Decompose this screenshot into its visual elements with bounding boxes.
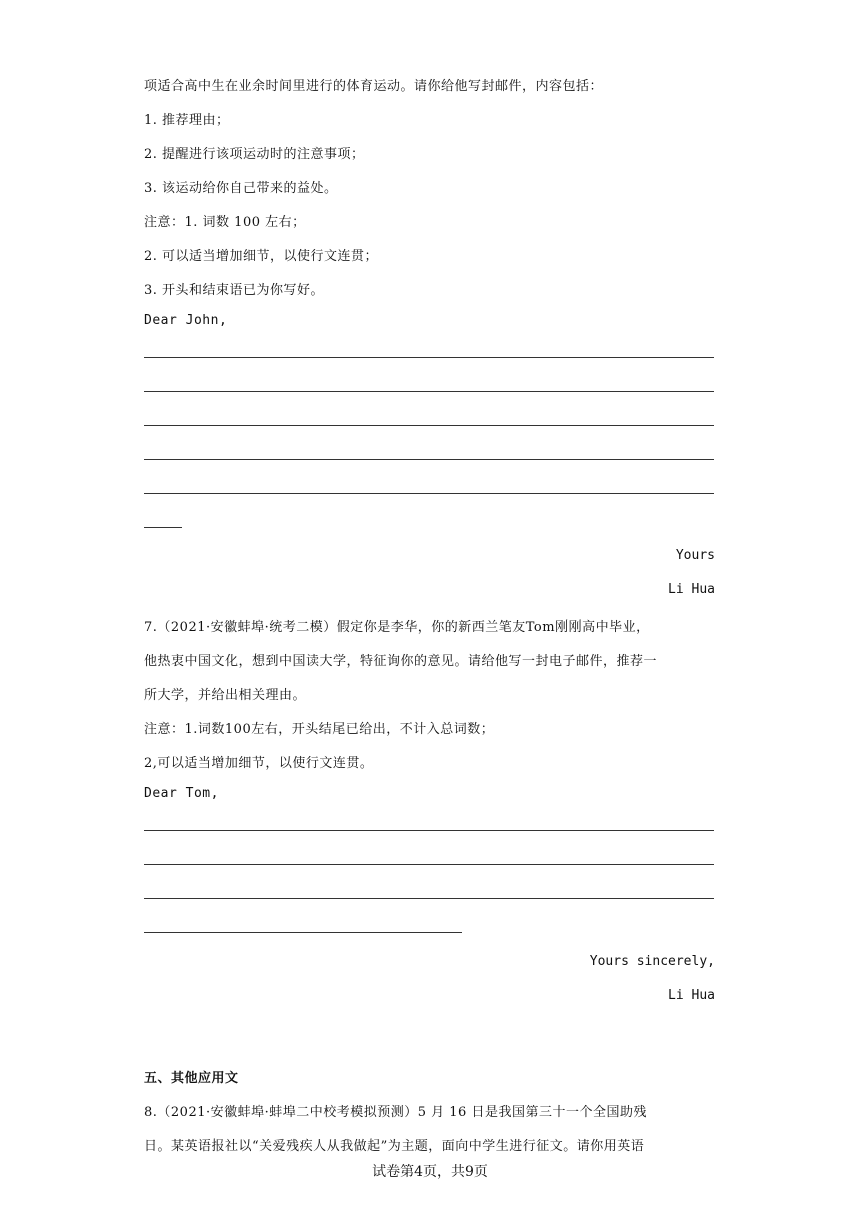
q7-note-2: 2,可以适当增加细节，以使行文连贯。 (144, 756, 374, 771)
q6-intro-tail: 项适合高中生在业余时间里进行的体育运动。请你给他写封邮件，内容包括： (144, 79, 604, 94)
answer-line (144, 459, 714, 460)
q6-point-2: 2. 提醒进行该项运动时的注意事项； (144, 147, 365, 162)
answer-line (144, 391, 714, 392)
q6-signature: Li Hua (668, 582, 715, 597)
q7-greeting: Dear Tom, (144, 786, 219, 801)
q6-note-3: 3. 开头和结束语已为你写好。 (144, 283, 325, 298)
answer-line (144, 864, 714, 865)
answer-line (144, 932, 462, 933)
q7-signature: Li Hua (668, 988, 715, 1003)
answer-line (144, 830, 714, 831)
answer-line (144, 425, 714, 426)
q7-line-1: 7.（2021·安徽蚌埠·统考二模）假定你是李华，你的新西兰笔友Tom刚刚高中毕业， (144, 620, 650, 635)
q6-closing: Yours (675, 548, 715, 563)
q8-line-1: 8.（2021·安徽蚌埠·蚌埠二中校考模拟预测）5 月 16 日是我国第三十一个全国助残 (144, 1105, 647, 1120)
answer-line (144, 493, 714, 494)
section-heading: 五、其他应用文 (144, 1071, 239, 1086)
q6-note-1: 注意：1. 词数 100 左右； (144, 215, 306, 230)
q6-note-2: 2. 可以适当增加细节，以使行文连贯； (144, 249, 379, 264)
page-footer: 试卷第4页，共9页 (372, 1164, 488, 1180)
answer-line (144, 898, 714, 899)
q7-line-2: 他热衷中国文化，想到中国读大学，特征询你的意见。请给他写一封电子邮件，推荐一 (144, 654, 658, 669)
q7-closing: Yours sincerely, (589, 954, 715, 969)
q6-point-1: 1. 推荐理由； (144, 113, 230, 128)
q6-greeting: Dear John, (144, 313, 228, 328)
q7-note-1: 注意：1.词数100左右，开头结尾已给出，不计入总词数； (144, 722, 495, 737)
answer-line (144, 357, 714, 358)
answer-line (144, 527, 182, 528)
q8-line-2: 日。某英语报社以“关爱残疾人从我做起”为主题，面向中学生进行征文。请你用英语 (144, 1139, 645, 1154)
q6-point-3: 3. 该运动给你自己带来的益处。 (144, 181, 338, 196)
q7-line-3: 所大学，并给出相关理由。 (144, 688, 307, 703)
